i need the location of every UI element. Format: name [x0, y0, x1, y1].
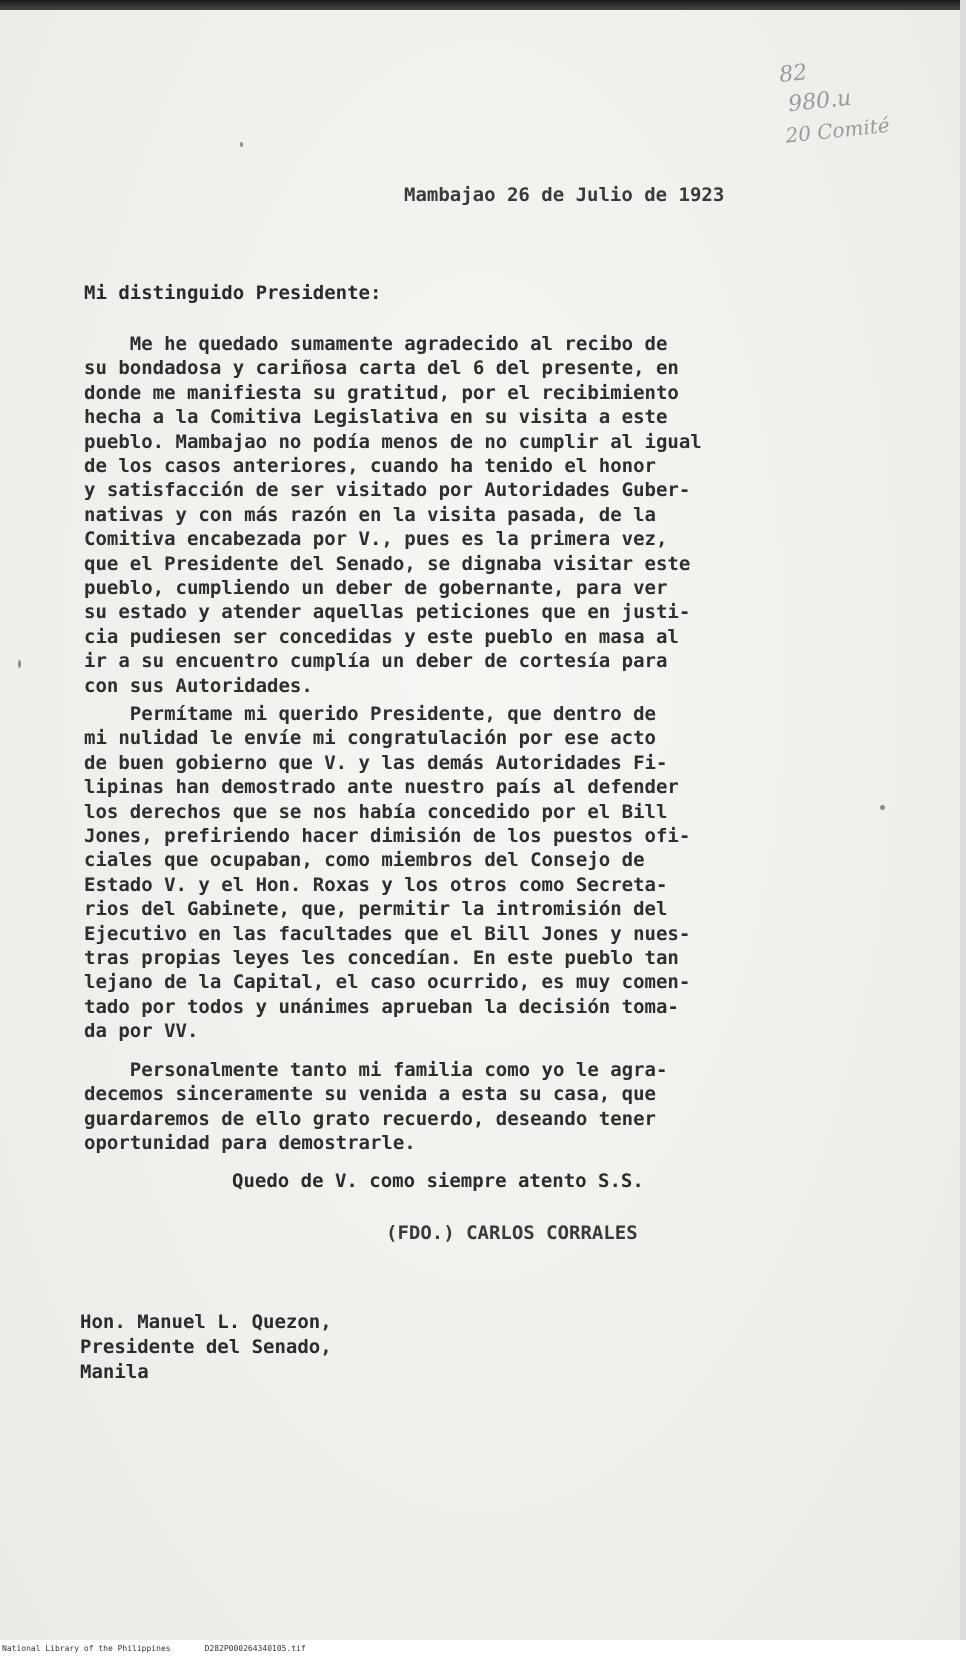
- closing-line: Quedo de V. como siempre atento S.S.: [232, 1170, 644, 1192]
- text-line: Jones, prefiriendo hacer dimisión de los puestos ofi-: [84, 825, 691, 848]
- handwritten-note: 20 Comité: [784, 112, 891, 148]
- library-credit: National Library of the Philippines: [2, 1644, 171, 1653]
- addressee-block: [80, 1310, 332, 1385]
- text-line: guardaremos de ello grato recuerdo, deseando tener: [84, 1107, 656, 1130]
- text-line: pueblo. Mambajao no podía menos de no cumplir al igual: [84, 430, 702, 453]
- scan-right-edge: [960, 0, 966, 1640]
- addressee-line: Manila: [80, 1361, 149, 1383]
- text-line: lipinas han demostrado ante nuestro país al defender: [84, 776, 679, 799]
- text-line: hecha a la Comitiva Legislativa en su visita a este: [84, 406, 668, 429]
- text-line: Comitiva encabezada por V., pues es la primera vez,: [84, 528, 668, 551]
- text-line: ir a su encuentro cumplía un deber de cortesía para: [84, 650, 668, 673]
- text-line: da por VV.: [84, 1020, 199, 1043]
- text-line: con sus Autoridades.: [84, 674, 313, 697]
- handwritten-note: 980.u: [787, 85, 853, 118]
- text-line: donde me manifiesta su gratitud, por el recibimiento: [84, 381, 679, 404]
- text-line: su estado y atender aquellas peticiones que en justi-: [84, 601, 691, 624]
- handwritten-notes: [778, 43, 956, 150]
- handwritten-note: 82: [777, 60, 809, 88]
- text-line: decemos sinceramente su venida a esta su casa, que: [84, 1083, 656, 1106]
- ink-speck: [880, 805, 885, 810]
- text-line: Permítame mi querido Presidente, que dentro de: [84, 703, 656, 725]
- text-line: Estado V. y el Hon. Roxas y los otros como Secreta-: [84, 873, 668, 896]
- text-line: rios del Gabinete, que, permitir la intromisión del: [84, 898, 668, 921]
- text-line: Ejecutivo en las facultades que el Bill Jones y nues-: [84, 922, 691, 945]
- text-line: cia pudiesen ser concedidas y este pueblo en masa al: [84, 625, 679, 648]
- text-line: tado por todos y unánimes aprueban la decisión toma-: [84, 995, 679, 1018]
- scan-top-edge: [0, 0, 966, 10]
- text-line: oportunidad para demostrarle.: [84, 1132, 416, 1155]
- text-line: de los casos anteriores, cuando ha tenido el honor: [84, 455, 656, 478]
- addressee-line: Hon. Manuel L. Quezon,: [80, 1311, 332, 1333]
- text-line: pueblo, cumpliendo un deber de gobernante, para ver: [84, 577, 668, 600]
- body-paragraph-1: [84, 332, 854, 698]
- text-line: ciales que ocupaban, como miembros del Consejo de: [84, 849, 645, 872]
- body-paragraph-2: [84, 702, 854, 1044]
- text-line: mi nulidad le envíe mi congratulación por ese acto: [84, 727, 656, 750]
- text-line: de buen gobierno que V. y las demás Autoridades Fi-: [84, 751, 668, 774]
- ink-speck: [18, 660, 21, 668]
- text-line: tras propias leyes les concedían. En este pueblo tan: [84, 947, 679, 970]
- file-id: D282P000264340105.tif: [204, 1644, 306, 1653]
- ink-speck: [240, 142, 243, 147]
- signature: (FDO.) CARLOS CORRALES: [386, 1222, 638, 1244]
- text-line: y satisfacción de ser visitado por Autoridades Guber-: [84, 479, 691, 502]
- text-line: Personalmente tanto mi familia como yo le agra-: [84, 1059, 668, 1081]
- text-line: los derechos que se nos había concedido por el Bill: [84, 800, 668, 823]
- text-line: su bondadosa y cariñosa carta del 6 del presente, en: [84, 357, 679, 380]
- body-paragraph-3: [84, 1058, 854, 1156]
- dateline: Mambajao 26 de Julio de 1923: [404, 184, 725, 206]
- text-line: nativas y con más razón en la visita pasada, de la: [84, 503, 656, 526]
- salutation: Mi distinguido Presidente:: [84, 282, 382, 304]
- addressee-line: Presidente del Senado,: [80, 1336, 332, 1358]
- scan-footer: [0, 1640, 966, 1658]
- text-line: lejano de la Capital, el caso ocurrido, es muy comen-: [84, 971, 691, 994]
- text-line: que el Presidente del Senado, se dignaba visitar este: [84, 552, 691, 575]
- text-line: Me he quedado sumamente agradecido al recibo de: [84, 333, 668, 355]
